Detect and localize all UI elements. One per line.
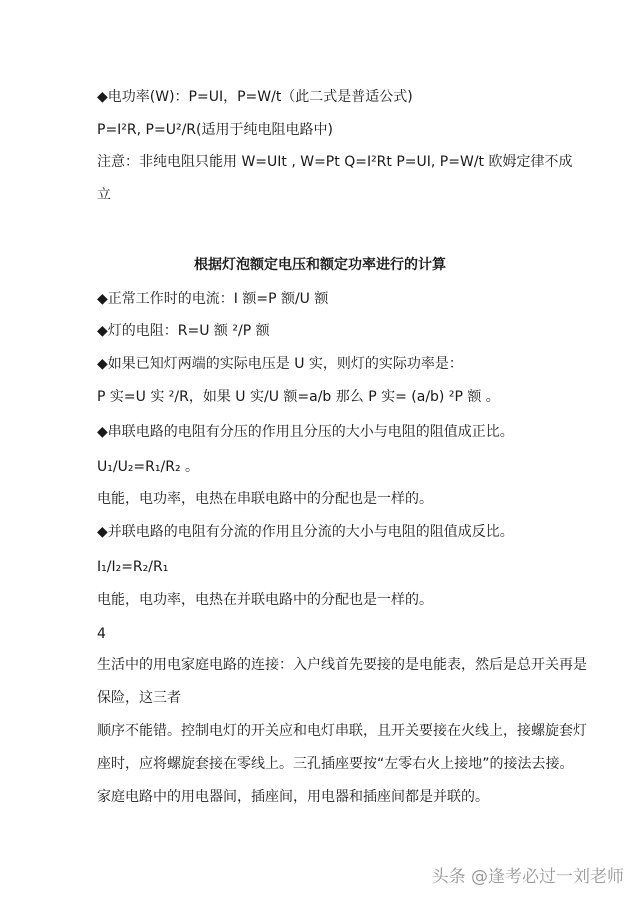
line-household-5: 家庭电路中的用电器间，插座间，用电器和插座间都是并联的。 xyxy=(97,789,489,805)
line-series-divide: ◆串联电路的电阻有分压的作用且分压的大小与电阻的阻值成正比。 xyxy=(97,424,514,440)
line-parallel-divide: ◆并联电路的电阻有分流的作用且分流的大小与电阻的阻值成反比。 xyxy=(97,524,514,540)
line-actual-power: P 实=U 实 ²/R，如果 U 实/U 额=a/b 那么 P 实= (a/b) ²P 额 。 xyxy=(97,389,500,405)
line-lamp-resistance: ◆灯的电阻：R=U 额 ²/P 额 xyxy=(97,323,270,339)
line-household-4: 座时，应将螺旋套接在零线上。三孔插座要按“左零右火上接地”的接法去接。 xyxy=(97,756,574,772)
line-actual-voltage: ◆如果已知灯两端的实际电压是 U 实，则灯的实际功率是： xyxy=(97,356,463,372)
line-household-1: 生活中的用电家庭电路的连接：入户线首先要接的是电能表，然后是总开关再是 xyxy=(97,657,587,673)
line-parallel-energy: 电能，电功率，电热在并联电路中的分配也是一样的。 xyxy=(97,592,433,608)
line-number-4: 4 xyxy=(97,626,106,642)
line-series-energy: 电能，电功率，电热在串联电路中的分配也是一样的。 xyxy=(97,491,433,507)
line-note-end: 立 xyxy=(97,187,111,203)
line-pure-resistance: P=I²R, P=U²/R(适用于纯电阻电路中) xyxy=(97,122,333,138)
line-rated-current: ◆正常工作时的电流：I 额=P 额/U 额 xyxy=(97,291,329,307)
line-parallel-ratio: I₁/I₂=R₂/R₁ xyxy=(97,559,169,575)
line-household-2: 保险，这三者 xyxy=(97,690,181,706)
line-power-formula: ◆电功率(W)：P=UI，P=W/t（此二式是普适公式) xyxy=(97,89,413,105)
line-series-ratio: U₁/U₂=R₁/R₂ 。 xyxy=(97,459,200,475)
section-heading: 根据灯泡额定电压和额定功率进行的计算 xyxy=(194,257,446,273)
watermark-text: 头条 @逢考必过一刘老师 xyxy=(431,867,624,887)
line-note: 注意：非纯电阻只能用 W=UIt , W=Pt Q=I²Rt P=UI, P=W/t 欧姆定律不成 xyxy=(97,154,573,170)
line-household-3: 顺序不能错。控制电灯的开关应和电灯串联，且开关要接在火线上，接螺旋套灯 xyxy=(97,723,587,739)
